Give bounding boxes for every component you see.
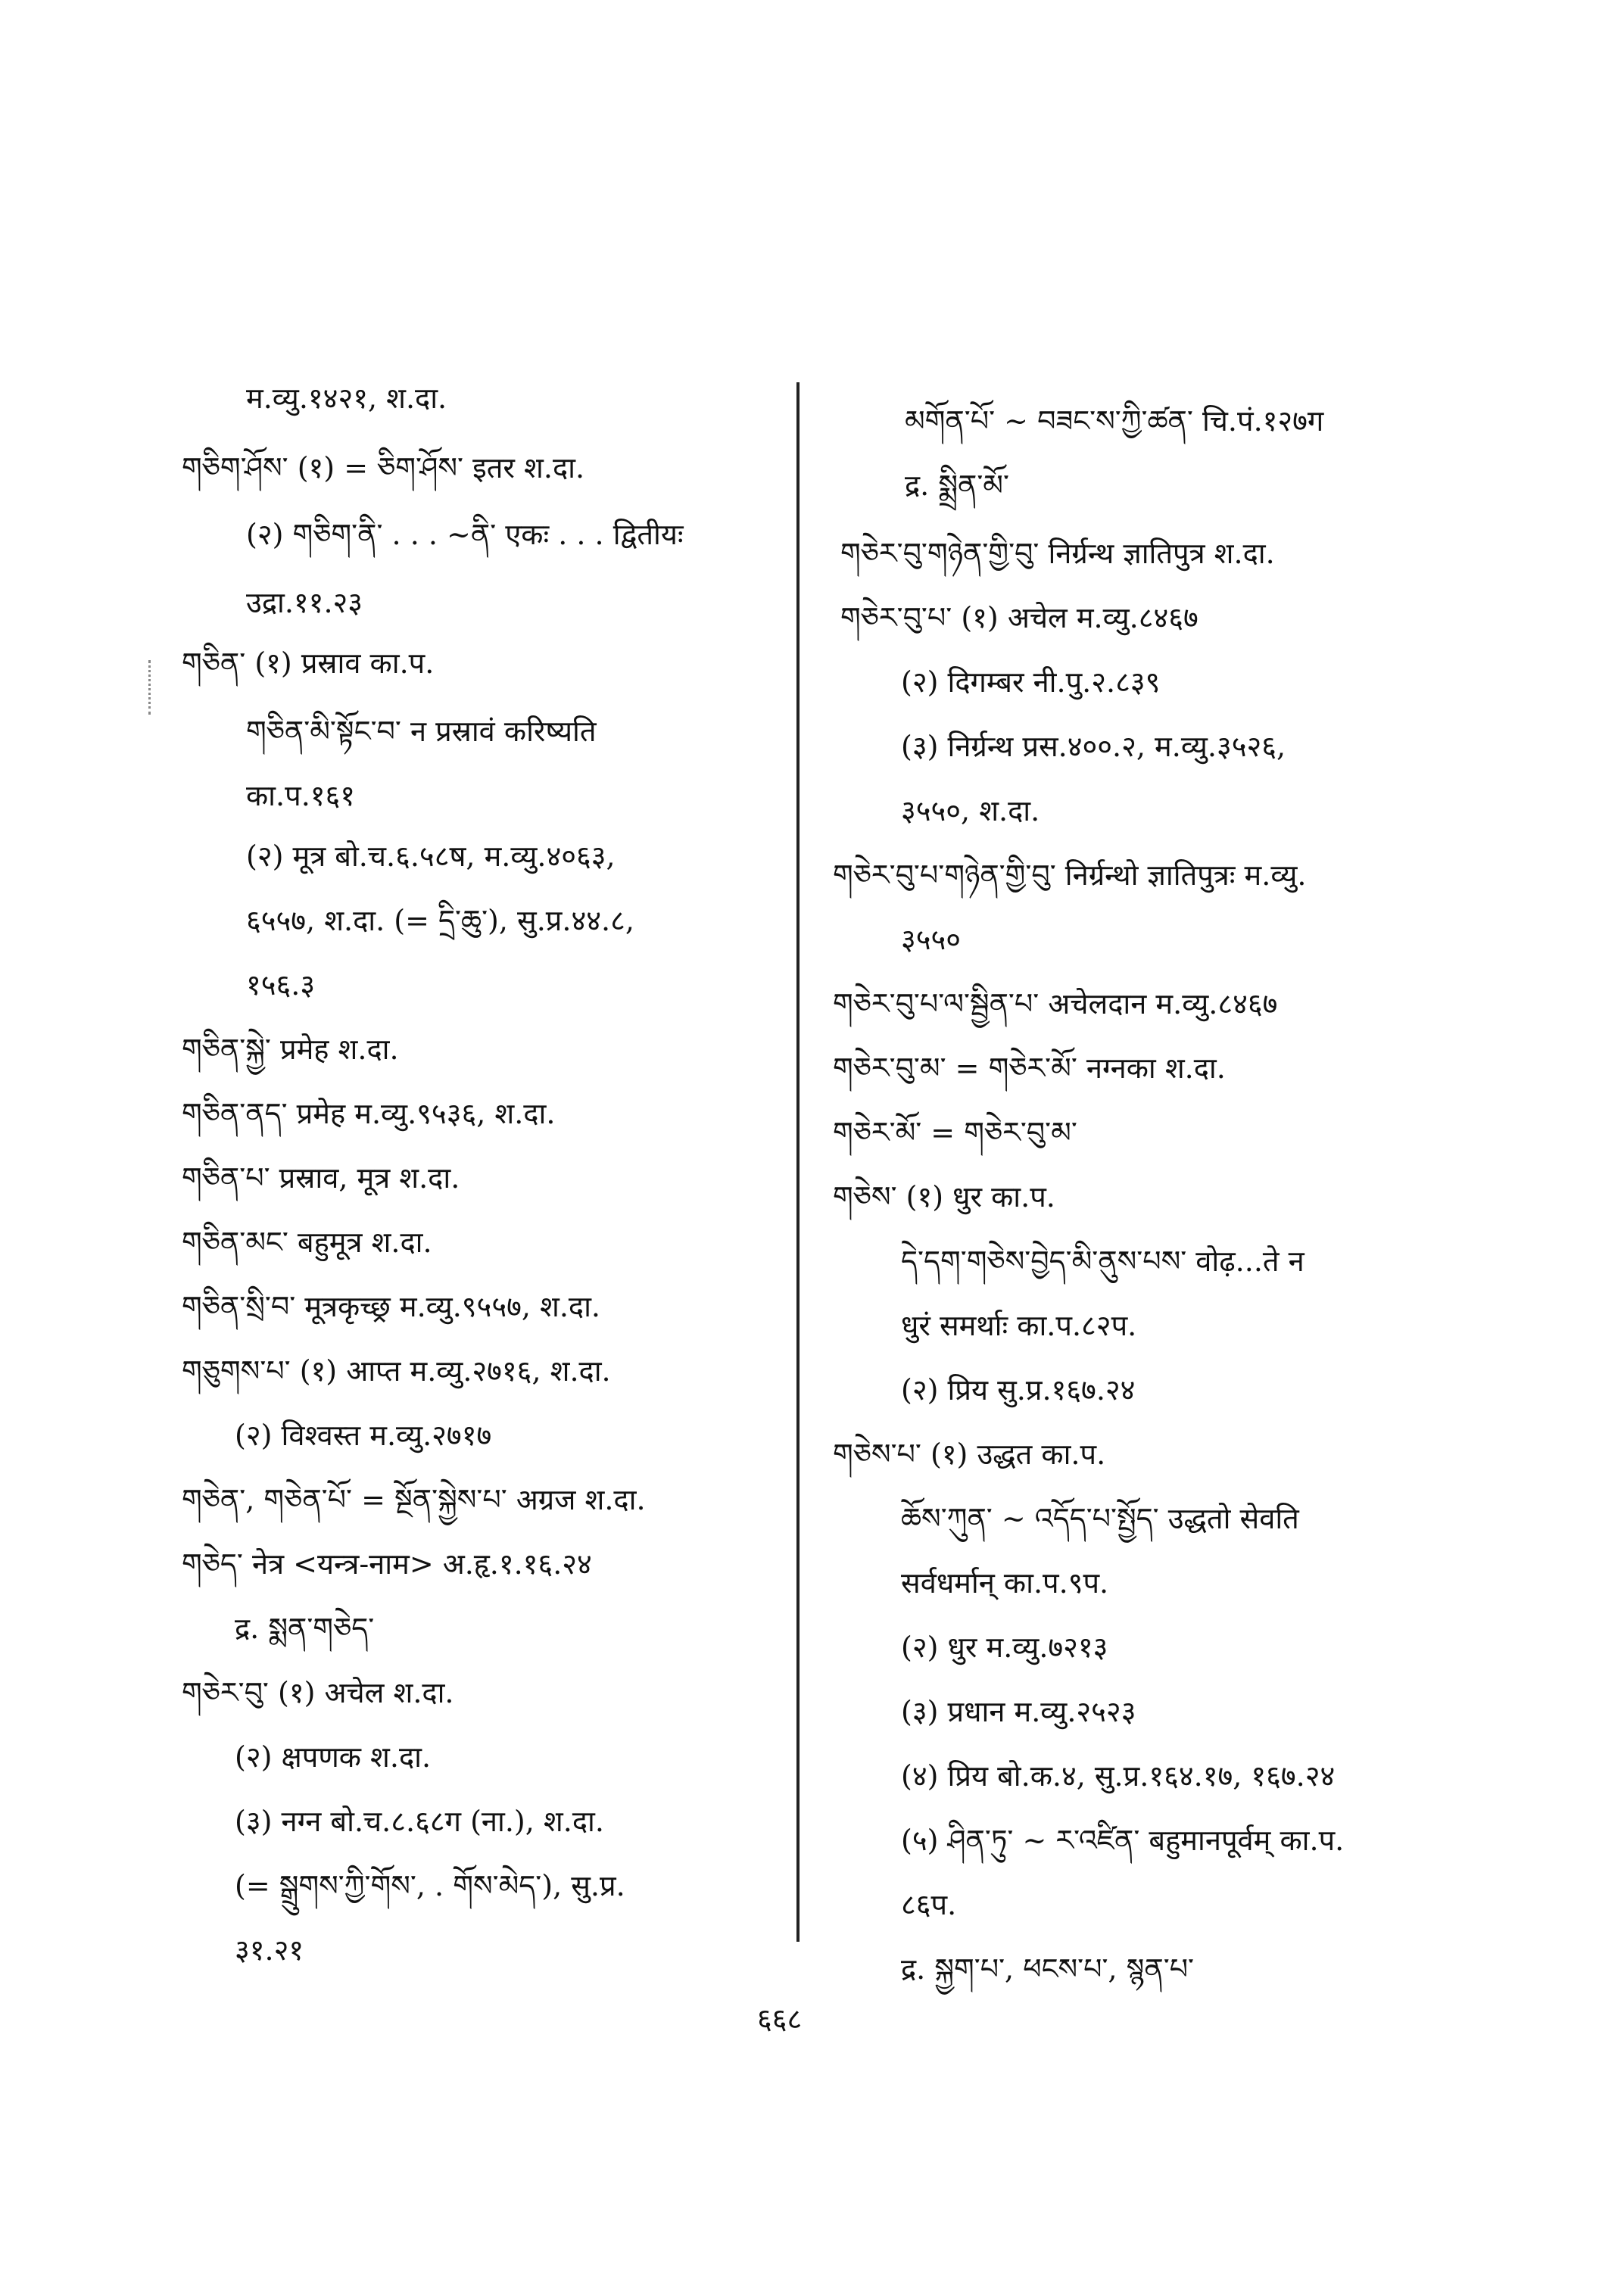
entry-sense: (५) ཤིན་ཏུ་ ~ ར་འཛིན་ बहुमानपूर्वम् का.प.: [901, 1824, 1345, 1857]
entry-example: དེ་དག་གཅེས་བྱེད་མི་ནུས་པས་ वोढ़...ते न: [901, 1245, 1304, 1278]
entry-line: (= སྒྲུགས་ཀྱི་གོས་, . གོས་མེད་), सु.प्र.: [235, 1869, 625, 1902]
entry-headword: གཅེར་བུ་ (१) अचेल श.दा.: [182, 1676, 454, 1709]
entry-line: उद्रा.११.२३: [246, 586, 363, 619]
entry-line: सर्वधर्मान् का.प.९प.: [901, 1566, 1109, 1600]
entry-headword: གཅུགས་པ་ (१) आप्त म.व्यु.२७१६, श.दा.: [182, 1354, 611, 1388]
entry-sense: (३) नग्न बो.च.८.६८ग (ना.), श.दा.: [235, 1805, 604, 1838]
entry-line: का.प.१६१: [246, 779, 356, 812]
entry-line: ३१.२१: [235, 1933, 304, 1967]
entry-sense: (३) निर्ग्रन्थ प्रस.४००.२, म.व्यु.३५२६,: [901, 730, 1286, 763]
entry-headword: གཅེས་པ་ (१) उद्धत का.प.: [833, 1438, 1106, 1471]
entry-headword: གཅེས་ (१) धुर का.प.: [833, 1180, 1055, 1213]
entry-headword: གཅིན་ (१) प्रस्राव का.प.: [182, 646, 435, 680]
entry-headword: གཅིན་སྐྱེ་ प्रमेह श.दा.: [182, 1033, 399, 1066]
entry-headword: གཅིན་སྲི་བ་ मूत्रकृच्छ्र म.व्यु.९५५७, श.दा.: [182, 1290, 601, 1323]
entry-headword: གཅེར་བུ་གཉེན་གྱི་བུ་ निर्ग्रन्थ ज्ञातिपुत्र श.दा.: [840, 537, 1275, 570]
entry-line: ६५५७, श.दा. (= དྲི་ཆུ་), सु.प्र.४४.८,: [246, 904, 634, 937]
entry-headword: གཅིན་པ་ प्रस्राव, मूत्र श.दा.: [182, 1161, 460, 1195]
entry-headword: གཅེར་མོ་ = གཅེར་བུ་མ་: [833, 1116, 1077, 1149]
entry-headword: གཅིན་ནད་ प्रमेह म.व्यु.९५३६, श.दा.: [182, 1097, 556, 1130]
entry-headword: གཅེར་བུ་མ་ = གཅེར་མོ་ नग्नका श.दा.: [833, 1051, 1226, 1085]
entry-headword: གཅེད་ नेत्र <यन्त्र-नाम> अ.हृ.१.१६.२४: [182, 1547, 592, 1581]
entry-line: ३५५०, श.दा.: [901, 794, 1040, 827]
cross-reference: द्र. སྨྲིན་མོ་: [905, 469, 1009, 502]
entry-sense: (२) प्रिय सु.प्र.१६७.२४: [901, 1373, 1136, 1407]
entry-sense: (४) प्रिय बो.क.४, सु.प्र.१६४.१७, १६७.२४: [901, 1759, 1336, 1793]
entry-line: १५६.३: [246, 968, 316, 1002]
entry-sense: (२) मूत्र बो.च.६.५८ष, म.व्यु.४०६३,: [246, 840, 616, 873]
entry-line: ३५५०: [901, 923, 962, 956]
entry-sense: (२) विश्वस्त म.व्यु.२७१७: [235, 1419, 492, 1452]
entry-sense: (२) दिगम्बर नी.पु.२.८३९: [901, 665, 1161, 699]
page-number: ६६८: [757, 2002, 803, 2036]
entry-headword: གཅེན་, གཅེན་པོ་ = སྔོན་སྐྱེས་པ་ अग्रज श.दा.: [182, 1483, 646, 1516]
column-divider: [796, 382, 800, 1942]
entry-example: མགོན་པོ་ ~ བཟང་ས་ཀྱི་ཚན་ चि.पं.१२७ग: [905, 404, 1324, 438]
entry-sense: (२) धुर म.व्यु.७२१३: [901, 1631, 1108, 1664]
entry-headword: གཅིན་མང་ बहुमूत्र श.दा.: [182, 1226, 432, 1259]
entry-line: धुरं समर्थाः का.प.८२प.: [901, 1309, 1137, 1342]
scan-margin-dots: [148, 660, 153, 715]
entry-headword: གཅེར་བུ་པ་གཉེན་གྱི་བུ་ निर्ग्रन्थो ज्ञातिपुत्रः म.व्यु.: [833, 858, 1307, 892]
entry-headword: གཅེར་བུ་པ་ (१) अचेल म.व्यु.८४६७: [840, 601, 1199, 634]
cross-reference: द्र. སྨན་གཅེད་: [235, 1612, 375, 1645]
entry-headword: གཅེར་བུ་པ་ལ་སྦྱིན་པ་ अचेलदान म.व्यु.८४६७: [833, 987, 1278, 1020]
entry-headword: གཅིག་ཤོས་ (१) = ཅིག་ཤོས་ इतर श.दा.: [182, 451, 585, 484]
entry-sense: (२) क्षपणक श.दा.: [235, 1740, 432, 1774]
entry-line: म.व्यु.१४२१, श.दा.: [246, 382, 447, 415]
entry-sense: (३) प्रधान म.व्यु.२५२३: [901, 1695, 1136, 1728]
entry-sense: (२) གཅིག་ནི་ . . . ~ནི་ एकः . . . द्वितीयः: [246, 518, 684, 551]
entry-line: ८६प.: [901, 1888, 957, 1921]
cross-reference: द्र. སྐྱག་པ་, ཕངས་པ་, སྙན་པ་: [901, 1952, 1195, 1986]
entry-example: ཆོས་ཀུན་ ~ འདོད་པ་སྤྱོད་ उद्धतो सेवति: [901, 1502, 1299, 1535]
entry-example: གཅིན་མི་སྟོང་བ་ न प्रस्रावं करिष्यति: [246, 715, 597, 748]
